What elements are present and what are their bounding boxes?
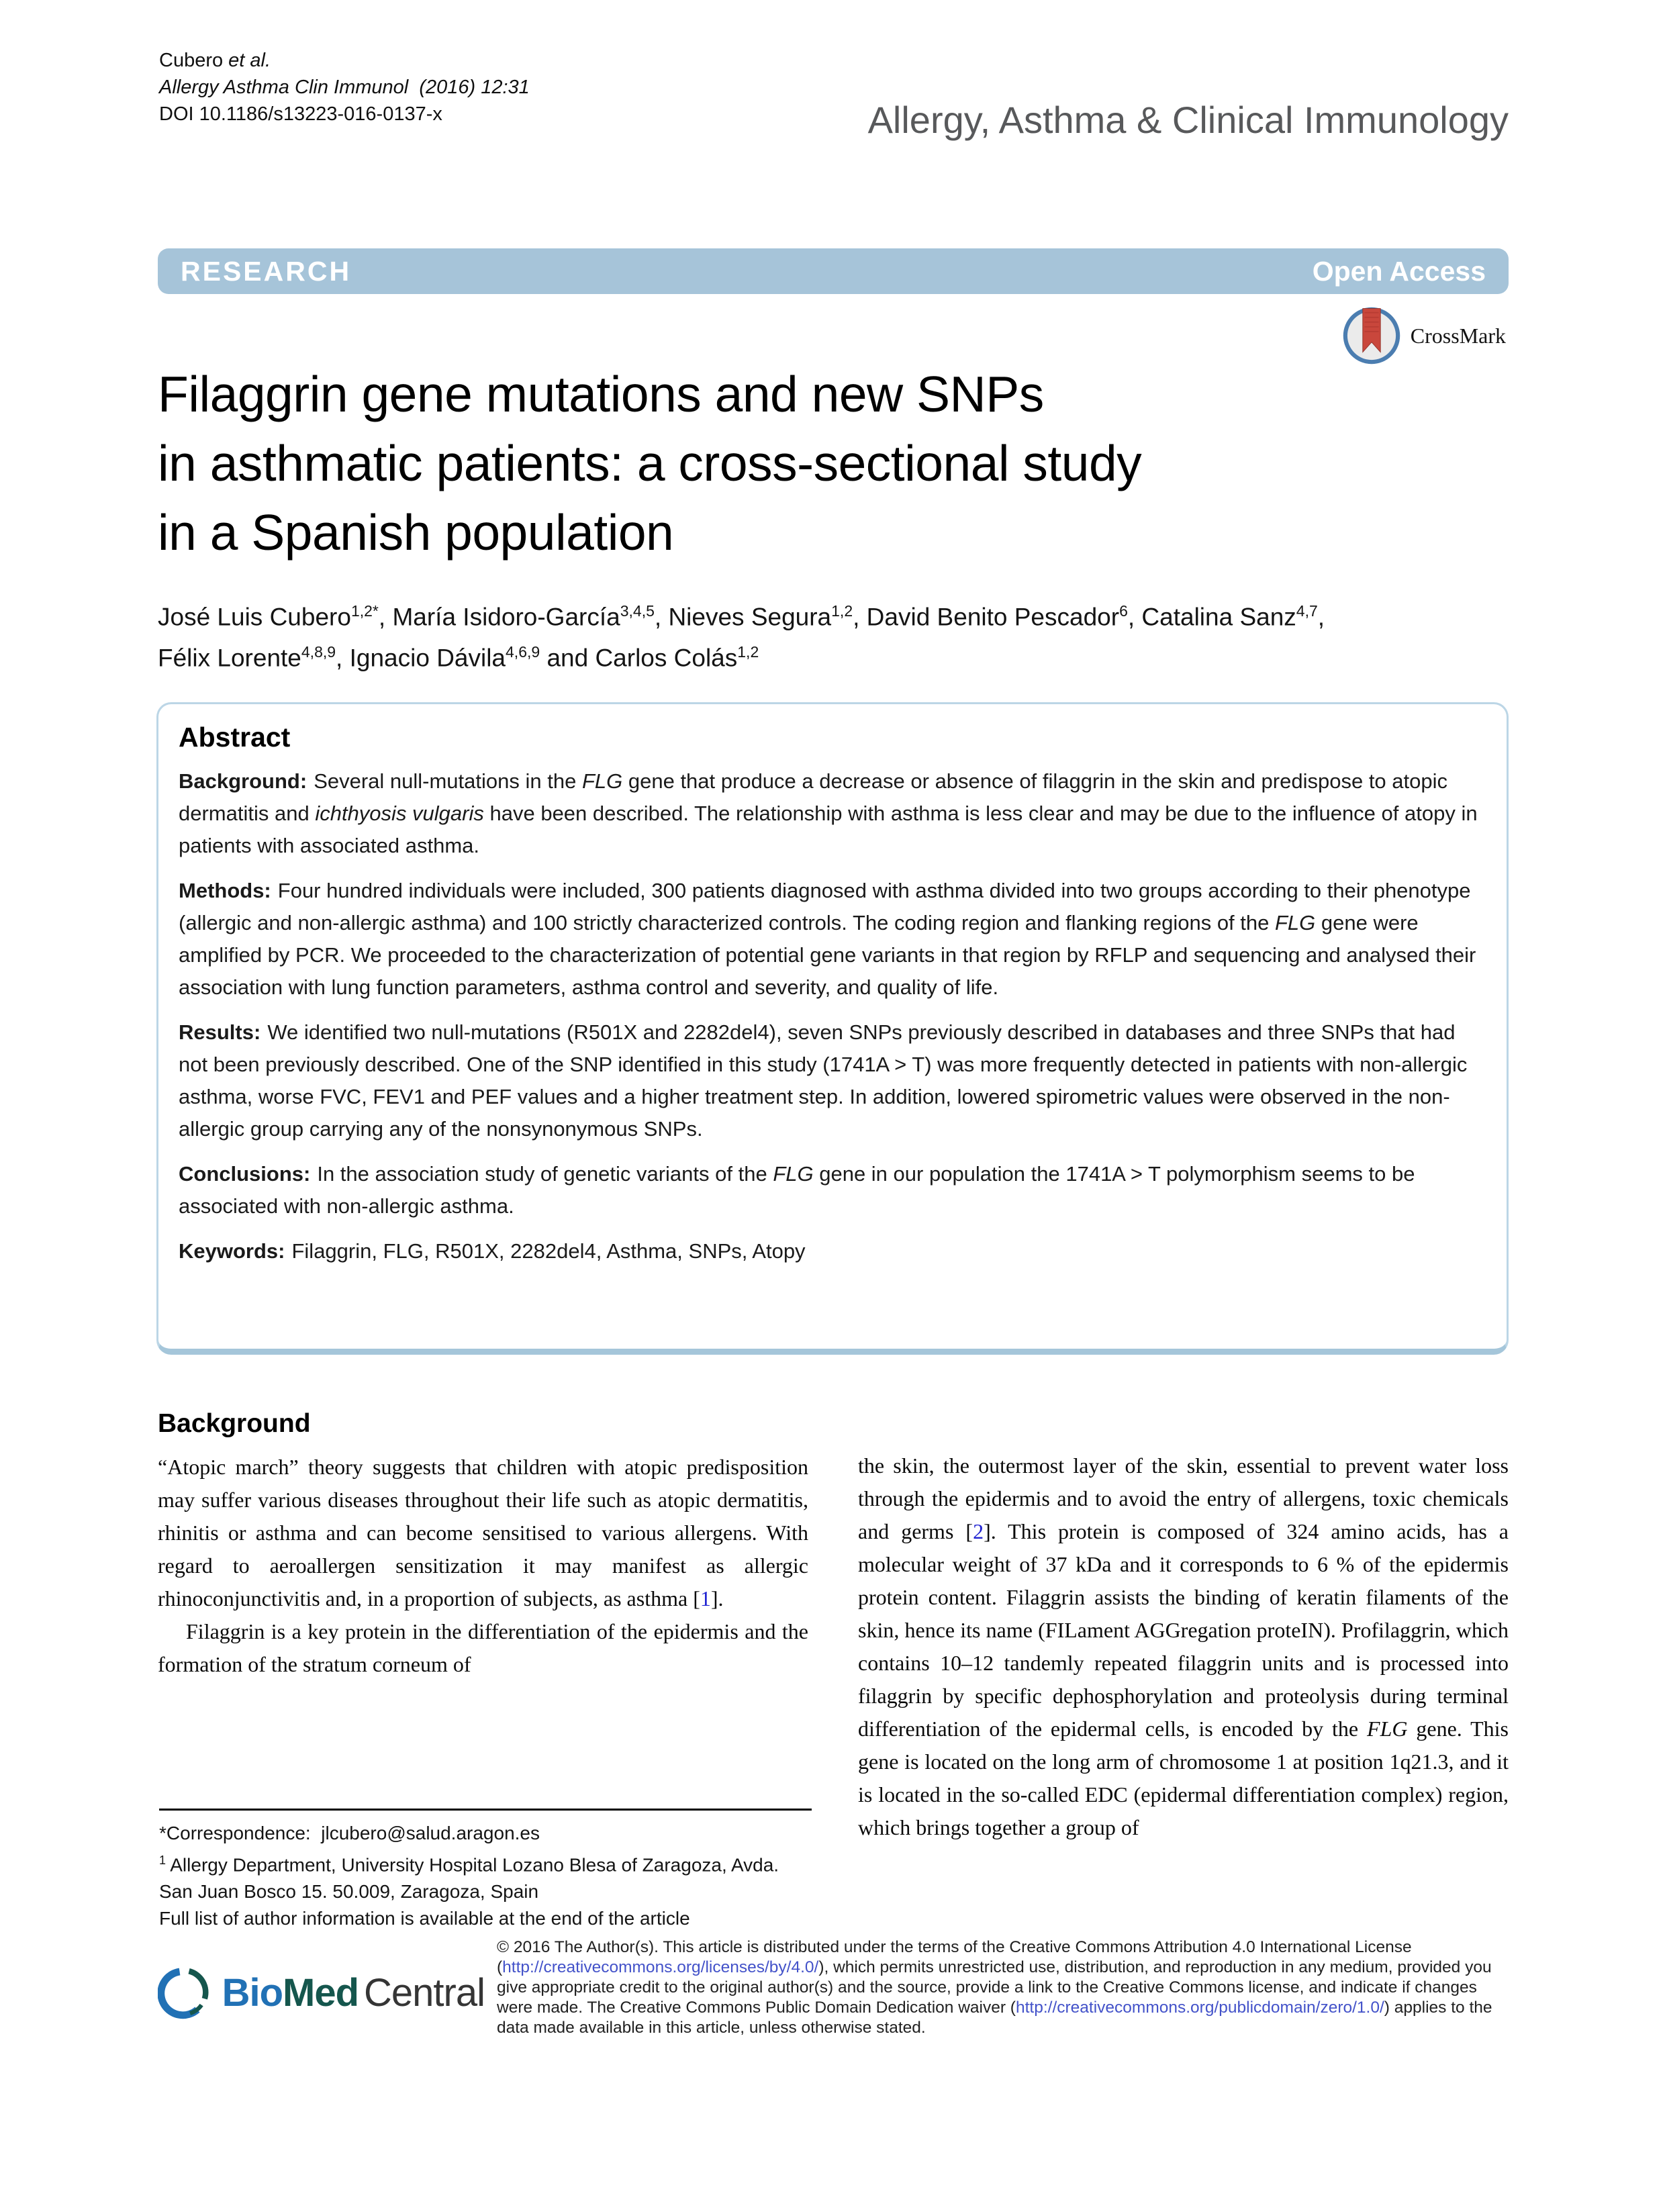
- crossmark-icon: [1342, 306, 1401, 365]
- citation-authors: Cubero et al.: [159, 50, 271, 71]
- abstract-keywords-text: Filaggrin, FLG, R501X, 2282del4, Asthma, SNPs, Atopy: [291, 1239, 806, 1263]
- biomed-central-wordmark: [222, 1970, 485, 2015]
- license-text: © 2016 The Author(s). This article is distributed under the terms of the Creative Commons Attribution 4.0 International License (http://creativecommons.org/licenses/by/4.0/), which permits unrestricted use, distribution, and reproduction in any medium, provided you give appropriate credit to the original author(s) and the source, provide a link to the Creative Commons license, and indicate if changes were made. The Creative Commons Public Domain Dedication waiver (http://creativecommons.org/publicdomain/zero/1.0/) applies to the data made available in this article, unless otherwise stated.: [497, 1938, 1492, 2037]
- abstract-methods-text: Four hundred individuals were included, 300 patients diagnosed with asthma divided into two groups according to their phenotype (allergic and non-allergic asthma) and 100 strictly characterized controls. The coding region and flanking regions of the FLG gene were amplified by PCR. We proceeded to the characterization of potential gene variants in that region by RFLP and sequencing and analysed their association with lung function parameters, asthma control and severity, and quality of life.: [179, 879, 1476, 999]
- abstract-background: [179, 765, 1480, 862]
- left-column: [158, 1407, 808, 1844]
- author-list: José Luis Cubero$^{1,2*}$, María Isidoro-García$^{3,4,5}$, Nieves Segura$^{1,2}$, David Benito Pescador$^6$, Catalina Sanz$^{4,7}$, Félix Lorente$^{4,8,9}$, Ignacio Dávila$^{4,6,9}$ and Carlos Colás$^{1,2}$: [158, 602, 1325, 672]
- biomed-central-icon: [158, 1960, 210, 2025]
- article-title: Filaggrin gene mutations and new SNPs in asthmatic patients: a cross-sectional study in a Spanish population: [158, 366, 1142, 561]
- reference-1-link[interactable]: 1: [700, 1586, 711, 1610]
- abstract-conclusions-text: In the association study of genetic variants of the FLG gene in our population the 1741A > T polymorphism seems to be associated with non-allergic asthma.: [179, 1162, 1415, 1218]
- abstract-results-label: Results:: [179, 1020, 261, 1044]
- cc-by-license-link[interactable]: http://creativecommons.org/licenses/by/4.0/: [502, 1958, 819, 1976]
- body-paragraph-1: “Atopic march” theory suggests that children with atopic predisposition may suffer various diseases throughout their life such as atopic dermatitis, rhinitis or asthma and can become sensitised to various allergens. With regard to aeroallergen sensitization it may manifest as allergic rhinoconjunctivitis and, in a proportion of subjects, as asthma [1].: [158, 1455, 808, 1610]
- correspondence-line: *Correspondence: jlcubero@salud.aragon.es: [159, 1823, 540, 1843]
- abstract-methods-label: Methods:: [179, 879, 271, 902]
- reference-2-link[interactable]: 2: [973, 1519, 984, 1543]
- logo-text-bio: Bio: [222, 1970, 283, 2015]
- abstract-results-text: We identified two null-mutations (R501X and 2282del4), seven SNPs previously described in databases and three SNPs that had not been previously described. One of the SNP identified in this study (1741A > T) was more frequently detected in patients with non-allergic asthma, worse FVC, FEV1 and PEF values and a higher treatment step. In addition, lowered spirometric values were observed in the non-allergic group carrying any of the nonsynonymous SNPs.: [179, 1020, 1468, 1141]
- research-banner: [158, 248, 1509, 294]
- abstract-background-label: Background:: [179, 769, 307, 793]
- journal-name: Allergy, Asthma & Clinical Immunology: [867, 99, 1509, 141]
- abstract-conclusions: [179, 1158, 1480, 1222]
- citation-doi: DOI 10.1186/s13223-016-0137-x: [159, 103, 442, 125]
- abstract-results: [179, 1016, 1480, 1145]
- author-info-note: Full list of author information is available at the end of the article: [159, 1908, 690, 1929]
- publisher-footer: [158, 1937, 1509, 2038]
- cc-zero-waiver-link[interactable]: http://creativecommons.org/publicdomain/zero/1.0/: [1015, 1999, 1384, 2017]
- abstract-heading: Abstract: [179, 722, 291, 753]
- abstract-conclusions-label: Conclusions:: [179, 1162, 311, 1186]
- citation-block: [159, 47, 530, 128]
- body-columns: [158, 1407, 1509, 1844]
- right-column: [858, 1407, 1509, 1844]
- article-type-label: RESEARCH: [181, 255, 352, 287]
- open-access-label: Open Access: [1312, 255, 1486, 287]
- abstract-keywords: [179, 1235, 1480, 1267]
- crossmark-badge[interactable]: [1342, 306, 1506, 365]
- abstract-keywords-label: Keywords:: [179, 1239, 285, 1263]
- abstract-methods: [179, 875, 1480, 1004]
- biomed-central-logo: [158, 1960, 485, 2025]
- body-paragraph-2: Filaggrin is a key protein in the differentiation of the epidermis and the formation of the stratum corneum of: [158, 1619, 808, 1676]
- affiliation-line: $^1$ Allergy Department, University Hospital Lozano Blesa of Zaragoza, Avda. San Juan Bosco 15. 50.009, Zaragoza, Spain: [159, 1854, 779, 1903]
- footnote-block: [159, 1809, 812, 1932]
- abstract-box: [156, 702, 1509, 1355]
- crossmark-label: CrossMark: [1410, 323, 1506, 348]
- correspondence-email[interactable]: jlcubero@salud.aragon.es: [321, 1823, 540, 1843]
- logo-text-central: Central: [364, 1970, 485, 2015]
- abstract-background-text: Several null-mutations in the FLG gene that produce a decrease or absence of filaggrin in the skin and predispose to atopic dermatitis and ichthyosis vulgaris have been described. The relationship with asthma is less clear and may be due to the influence of atopy in patients with associated asthma.: [179, 769, 1478, 857]
- citation-journal-ref: Allergy Asthma Clin Immunol (2016) 12:31: [159, 77, 530, 98]
- footnote-divider: [159, 1809, 812, 1811]
- logo-text-med: Med: [283, 1970, 359, 2015]
- body-paragraph-3: the skin, the outermost layer of the skin, essential to prevent water loss through the epidermis and to avoid the entry of allergens, toxic chemicals and germs [2]. This protein is composed of 324 amino acids, has a molecular weight of 37 kDa and it corresponds to 6 % of the epidermis protein content. Filaggrin assists the binding of keratin filaments of the skin, hence its name (FILament AGGregation proteIN). Profilaggrin, which contains 10–12 tandemly repeated filaggrin units and is processed into filaggrin by specific dephosphorylation and proteolysis during terminal differentiation of the epidermal cells, is encoded by the FLG gene. This gene is located on the long arm of chromosome 1 at position 1q21.3, and it is located in the so-called EDC (epidermal differentiation complex) region, which brings together a group of: [858, 1453, 1509, 1839]
- section-heading-background: Background: [158, 1409, 311, 1438]
